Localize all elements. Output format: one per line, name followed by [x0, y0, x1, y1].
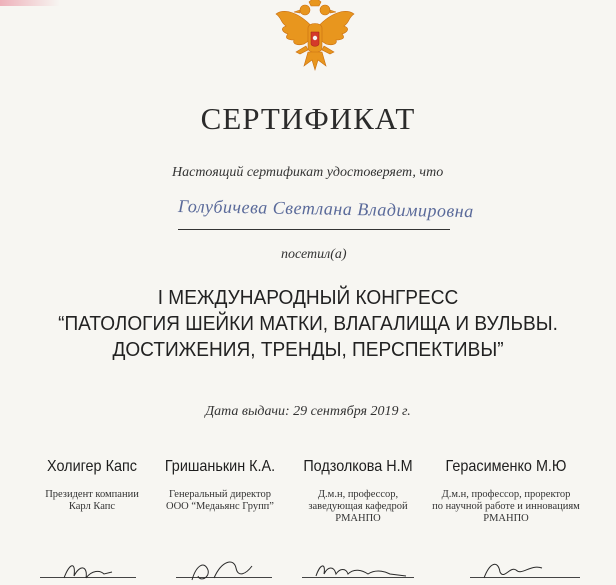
- issue-date: Дата выдачи: 29 сентября 2019 г.: [205, 404, 411, 419]
- signer-role: [152, 489, 288, 513]
- handwritten-signature-icon: [312, 556, 412, 584]
- signer-3: [294, 458, 422, 525]
- role-line: Д.м.н, профессор,: [317, 489, 399, 500]
- certificate-intro: Настоящий сертификат удостоверяет, что: [172, 165, 444, 180]
- role-line: ООО “Медаьянс Групп”: [166, 501, 274, 512]
- name-underline: [178, 229, 450, 230]
- double-headed-eagle-icon: [270, 0, 360, 74]
- signer-2: [152, 458, 288, 513]
- congress-line: “ПАТОЛОГИЯ ШЕЙКИ МАТКИ, ВЛАГАЛИЩА И ВУЛЬВЫ.: [58, 312, 558, 335]
- role-line: заведующая кафедрой: [308, 501, 408, 512]
- congress-title: [22, 285, 595, 363]
- signer-name: Гришанькин К.А.: [164, 458, 276, 475]
- role-line: Президент компании: [45, 489, 139, 500]
- role-line: РМАНПО: [483, 513, 529, 524]
- congress-line: ДОСТИЖЕНИЯ, ТРЕНДЫ, ПЕРСПЕКТИВЫ”: [112, 338, 504, 361]
- signer-1: [36, 458, 148, 513]
- corner-stamp-fragment: [0, 0, 60, 6]
- signer-name: Герасименко М.Ю: [445, 458, 567, 475]
- role-line: по научной работе и инновациям: [432, 501, 580, 512]
- signer-role: [36, 489, 148, 513]
- role-line: Генеральный директор: [169, 489, 271, 500]
- role-line: Д.м.н, профессор, проректор: [441, 489, 571, 500]
- handwritten-signature-icon: [186, 556, 256, 584]
- certificate-title: СЕРТИФИКАТ: [200, 101, 416, 136]
- signer-role: [294, 489, 422, 525]
- signer-name: Холигер Капс: [47, 458, 137, 475]
- signer-4: [426, 458, 586, 525]
- attended-label: посетил(а): [281, 247, 347, 262]
- congress-line: I МЕЖДУНАРОДНЫЙ КОНГРЕСС: [157, 286, 459, 309]
- signer-role: [426, 489, 586, 525]
- handwritten-signature-icon: [478, 556, 548, 584]
- role-line: РМАНПО: [335, 513, 381, 524]
- handwritten-signature-icon: [60, 556, 120, 584]
- signer-name: Подзолкова Н.М: [303, 458, 413, 475]
- recipient-name: Голубичева Светлана Владимировна: [177, 196, 474, 222]
- role-line: Карл Капс: [68, 501, 116, 512]
